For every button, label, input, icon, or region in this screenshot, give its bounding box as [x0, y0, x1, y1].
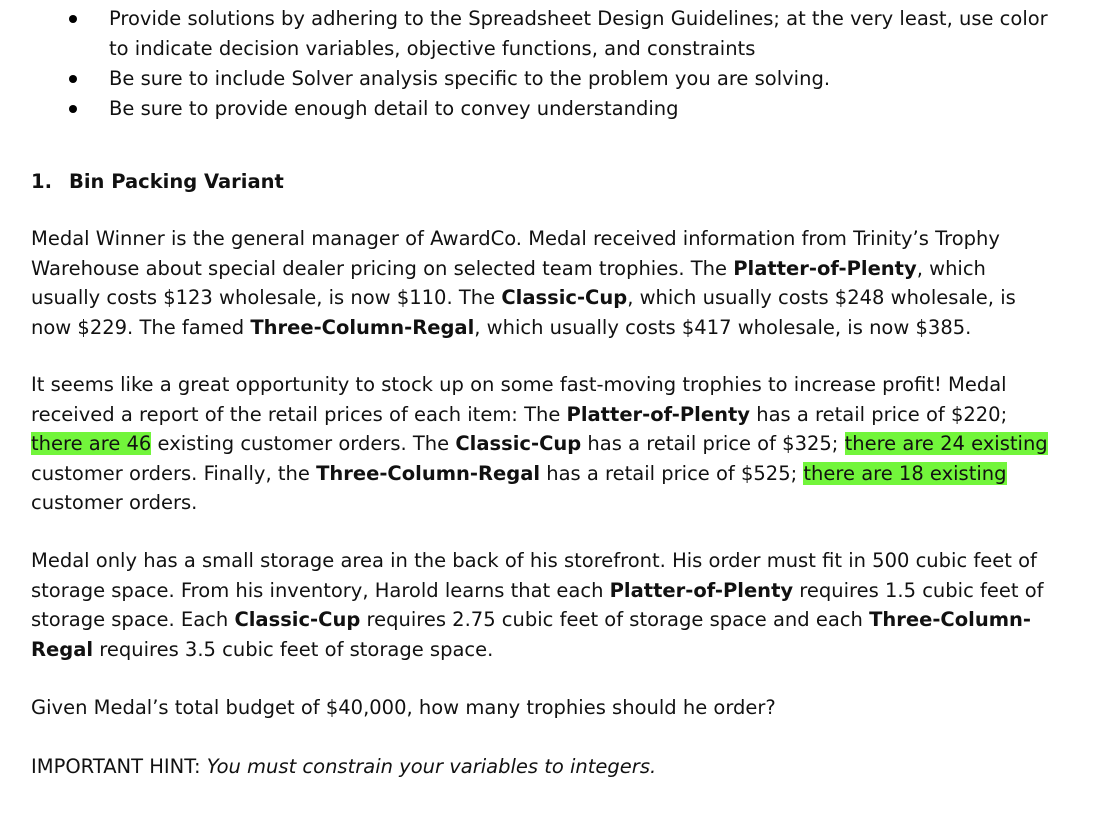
paragraph-hint — [31, 752, 1061, 782]
text-run: has a retail price of $325; — [581, 432, 845, 455]
product-name: Platter-of-Plenty — [733, 256, 917, 280]
text-run: requires 2.75 cubic feet of storage space and each — [360, 608, 870, 631]
product-name: Classic-Cup — [234, 608, 361, 631]
product-name: Platter-of-Plenty — [566, 402, 751, 426]
section-title: Bin Packing Variant — [69, 170, 284, 193]
text-run: customer orders. — [31, 491, 198, 514]
highlighted-text: there are 46 — [31, 432, 152, 455]
bullet-text: Be sure to provide enough detail to convey understanding — [109, 97, 679, 120]
text-run: existing customer orders. The — [151, 432, 456, 455]
bullet-dot-icon — [69, 105, 77, 113]
product-name: Three-Column-Regal — [250, 315, 475, 339]
paragraph-pricing — [31, 224, 1061, 342]
product-name: Three-Column-Regal — [316, 461, 541, 485]
hint-label: IMPORTANT HINT: — [31, 755, 207, 778]
bullet-dot-icon — [69, 75, 77, 83]
bullet-dot-icon — [69, 15, 77, 23]
paragraph-storage — [31, 546, 1061, 664]
text-run: It seems like a great opportunity to stock up on some fast-moving trophies to increase profit! Medal received a report of the retail prices of each item: The — [31, 373, 1007, 426]
highlighted-text: there are 18 existing — [803, 461, 1007, 485]
paragraph-budget-question: Given Medal’s total budget of $40,000, how many trophies should he order? — [31, 696, 776, 719]
product-name: Platter-of-Plenty — [609, 578, 794, 602]
text-run: Medal only has a small storage area in the back of his storefront. His order must fit in 500 cubic feet of storage space. From his inventory, Harold learns that each — [31, 549, 1037, 602]
text-run: , which usually costs $248 wholesale, is now $229. The famed — [31, 286, 1016, 339]
bullet-list — [31, 4, 1061, 124]
paragraph-retail-orders — [31, 370, 1061, 518]
text-run: has a retail price of $220; — [750, 402, 1008, 426]
text-run: , which usually costs $123 wholesale, is now $110. The — [31, 256, 986, 309]
text-run: , which usually costs $417 wholesale, is now $385. — [474, 315, 972, 339]
bullet-text-continued: to indicate decision variables, objective functions, and constraints — [109, 37, 756, 60]
text-run: requires 3.5 cubic feet of storage space. — [93, 637, 494, 661]
section-number: 1. — [31, 170, 52, 193]
section-heading — [31, 167, 284, 197]
highlighted-text: there are 24 existing — [844, 432, 1048, 455]
hint-text: You must constrain your variables to integers. — [206, 755, 657, 778]
text-run: has a retail price of $525; — [540, 461, 804, 485]
product-name: Three-Column-Regal — [31, 608, 1031, 661]
text-run: requires 1.5 cubic feet of storage space. Each — [31, 578, 1044, 631]
bullet-item — [31, 4, 1061, 64]
product-name: Classic-Cup — [501, 286, 628, 309]
product-name: Classic-Cup — [455, 432, 582, 455]
bullet-text: Be sure to include Solver analysis specific to the problem you are solving. — [109, 67, 831, 90]
text-run: customer orders. Finally, the — [31, 461, 317, 485]
bullet-text: Provide solutions by adhering to the Spreadsheet Design Guidelines; at the very least, use color — [109, 7, 1048, 30]
text-run: Medal Winner is the general manager of AwardCo. Medal received information from Trinity’s Trophy Warehouse about special dealer pricing on selected team trophies. The — [31, 227, 1000, 280]
bullet-item — [31, 64, 1061, 94]
bullet-item — [31, 94, 1061, 124]
